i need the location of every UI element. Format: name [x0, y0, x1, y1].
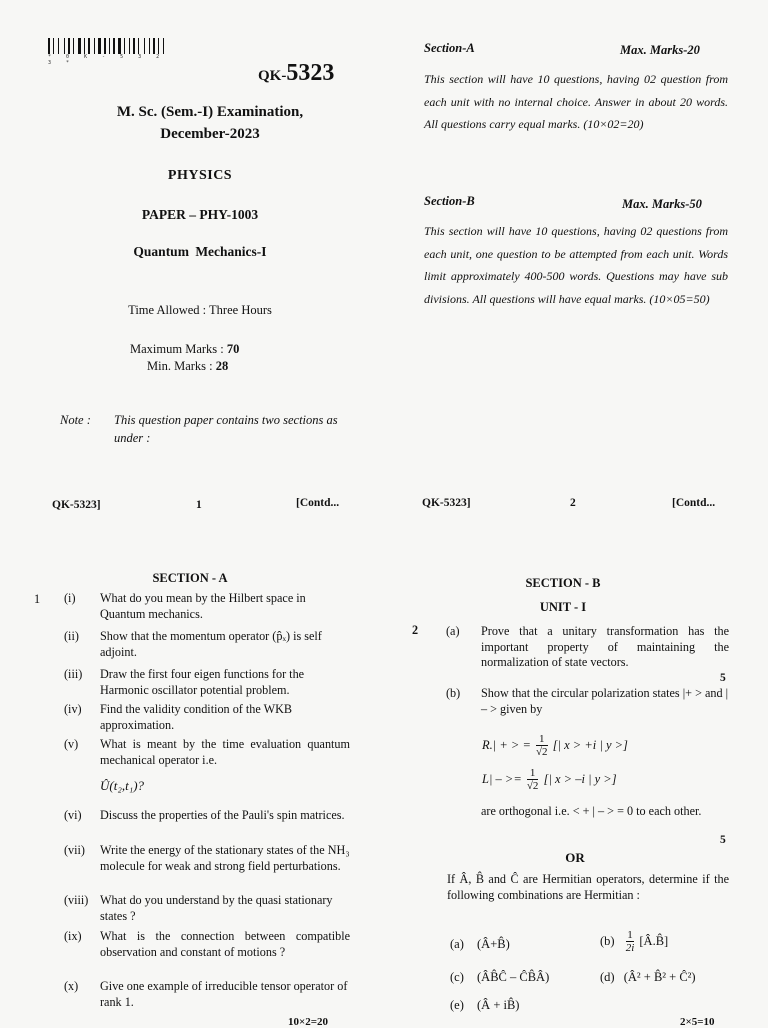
barcode-bar	[149, 38, 150, 54]
barcode-bar	[58, 38, 59, 54]
unit-heading: UNIT - I	[539, 600, 587, 614]
section-a-title: Section-A	[424, 41, 475, 55]
barcode-bar	[51, 38, 52, 54]
barcode-bar	[133, 38, 135, 54]
section-a-heading: SECTION - A	[152, 571, 228, 585]
barcode-bar	[158, 38, 159, 54]
note-text: This question paper contains two sections as under :	[114, 413, 338, 445]
barcode-bar	[160, 38, 162, 54]
section-b-title: Section-B	[424, 194, 475, 208]
barcode-bar	[102, 38, 103, 54]
part-a-label: (a)	[446, 624, 460, 638]
section-b-marks-total: 2×5=10	[680, 1016, 715, 1028]
paper-number: PAPER – PHY-1003	[141, 207, 259, 222]
max-marks: Maximum Marks : 70	[130, 342, 240, 356]
barcode-bar	[55, 38, 57, 54]
page1-footer-page: 1	[196, 499, 202, 511]
subject: PHYSICS	[167, 168, 233, 183]
barcode-bar	[136, 38, 137, 54]
barcode-bar	[60, 38, 63, 54]
page1-footer-contd: [Contd...	[296, 497, 340, 509]
part-b-label: (b)	[446, 686, 461, 700]
barcode-bar	[78, 38, 81, 54]
course-name: Quantum Mechanics-I	[133, 244, 267, 259]
barcode-bar	[151, 38, 152, 54]
barcode-bar	[124, 38, 125, 54]
barcode-bar	[156, 38, 157, 54]
barcode-bar	[163, 38, 164, 54]
min-marks: Min. Marks : 28	[147, 359, 229, 373]
barcode-bar	[111, 38, 112, 54]
barcode	[48, 38, 180, 54]
barcode-bar	[53, 38, 54, 54]
section-b-heading: SECTION - B	[525, 576, 601, 590]
barcode-bar	[165, 38, 168, 54]
orthogonal-text: are orthogonal i.e. < + | – > = 0 to each other.	[481, 804, 702, 818]
section-b-marks: Max. Marks-50	[622, 197, 702, 211]
page2-footer-code: QK-5323]	[422, 497, 471, 509]
page2-footer-page: 2	[570, 497, 576, 509]
barcode-bar	[146, 38, 148, 54]
option-c: (c) (ÂB̂Ĉ – ĈB̂Â)	[450, 970, 550, 984]
barcode-bar	[113, 38, 115, 54]
question-2-number: 2	[412, 623, 419, 637]
barcode-bar	[48, 38, 50, 54]
part-b-marks: 5	[720, 834, 726, 846]
barcode-bar	[129, 38, 130, 54]
barcode-bar	[96, 38, 97, 54]
barcode-bar	[91, 38, 93, 54]
barcode-bar	[131, 38, 132, 54]
option-e: (e) (Â + iB̂)	[450, 998, 520, 1012]
barcode-bar	[68, 38, 70, 54]
fraction: $\frac{1}{2i}$	[625, 929, 635, 954]
barcode-bar	[138, 38, 139, 54]
equation-2: L| – >= $\frac{1}{√2}$ [| x > –i | y >]	[482, 767, 617, 792]
exam-title: M. Sc. (Sem.-I) Examination,	[116, 104, 304, 120]
barcode-bar	[122, 38, 123, 54]
page2-footer-contd: [Contd...	[672, 497, 716, 509]
fraction: $\frac{1}{√2}$	[526, 767, 539, 792]
question-1-number: 1	[34, 592, 41, 606]
barcode-bar	[94, 38, 95, 54]
part-b-text: Show that the circular polarization states |+ > and | – > given by	[481, 686, 729, 716]
section-a-marks: Max. Marks-20	[620, 43, 700, 57]
section-a-description: This section will have 10 questions, having 02 question from each unit with no internal choice. Answer in about 20 words. All questions carry equal marks. (10×02=20)	[424, 72, 728, 131]
paper-code: QK-5323	[258, 60, 335, 86]
barcode-bar	[140, 38, 143, 54]
barcode-bar	[82, 38, 83, 54]
exam-date: December-2023	[160, 126, 260, 142]
option-b: (b) $\frac{1}{2i}$ [Â.B̂]	[600, 929, 669, 954]
barcode-bar	[118, 38, 121, 54]
barcode-bar	[86, 38, 87, 54]
barcode-bar	[126, 38, 128, 54]
barcode-bar	[104, 38, 106, 54]
page1-footer-code: QK-5323]	[52, 499, 101, 511]
option-a: (a) (Â+B̂)	[450, 937, 510, 951]
barcode-bar	[116, 38, 117, 54]
part-a-marks: 5	[720, 672, 726, 684]
time-allowed: Time Allowed : Three Hours	[128, 303, 272, 317]
barcode-digits: * 0 K - 5 3 2 3 *	[48, 54, 166, 66]
barcode-bar	[66, 38, 67, 54]
barcode-bar	[109, 38, 110, 54]
barcode-bar	[75, 38, 77, 54]
barcode-bar	[73, 38, 74, 54]
barcode-bar	[71, 38, 72, 54]
barcode-bar	[144, 38, 145, 54]
or-separator: OR	[565, 850, 585, 865]
part-a-text: Prove that a unitary transformation has the important property of maintaining the normalization of state vectors.	[481, 624, 729, 669]
barcode-bar	[98, 38, 101, 54]
barcode-bar	[64, 38, 65, 54]
option-d: (d) (Â² + B̂² + Ĉ²)	[600, 970, 696, 984]
hermitian-question: If Â, B̂ and Ĉ are Hermitian operators, determine if the following combinations are Hermitian :	[447, 872, 729, 902]
section-a-marks-total: 10×2=20	[288, 1016, 329, 1028]
barcode-bar	[153, 38, 155, 54]
barcode-bar	[107, 38, 108, 54]
equation-1: R.| + > = $\frac{1}{√2}$ [| x > +i | y >]	[482, 733, 628, 758]
fraction: $\frac{1}{√2}$	[536, 733, 548, 758]
barcode-bar	[88, 38, 90, 54]
note-label: Note :	[60, 413, 91, 427]
barcode-bar	[84, 38, 85, 54]
section-b-description: This section will have 10 questions, having 02 questions from each unit, one question to be attempted from each unit. Words limit approximately 400-500 words. Questions may have sub divisions. All questions will have equal marks. (10×05=50)	[424, 224, 728, 306]
